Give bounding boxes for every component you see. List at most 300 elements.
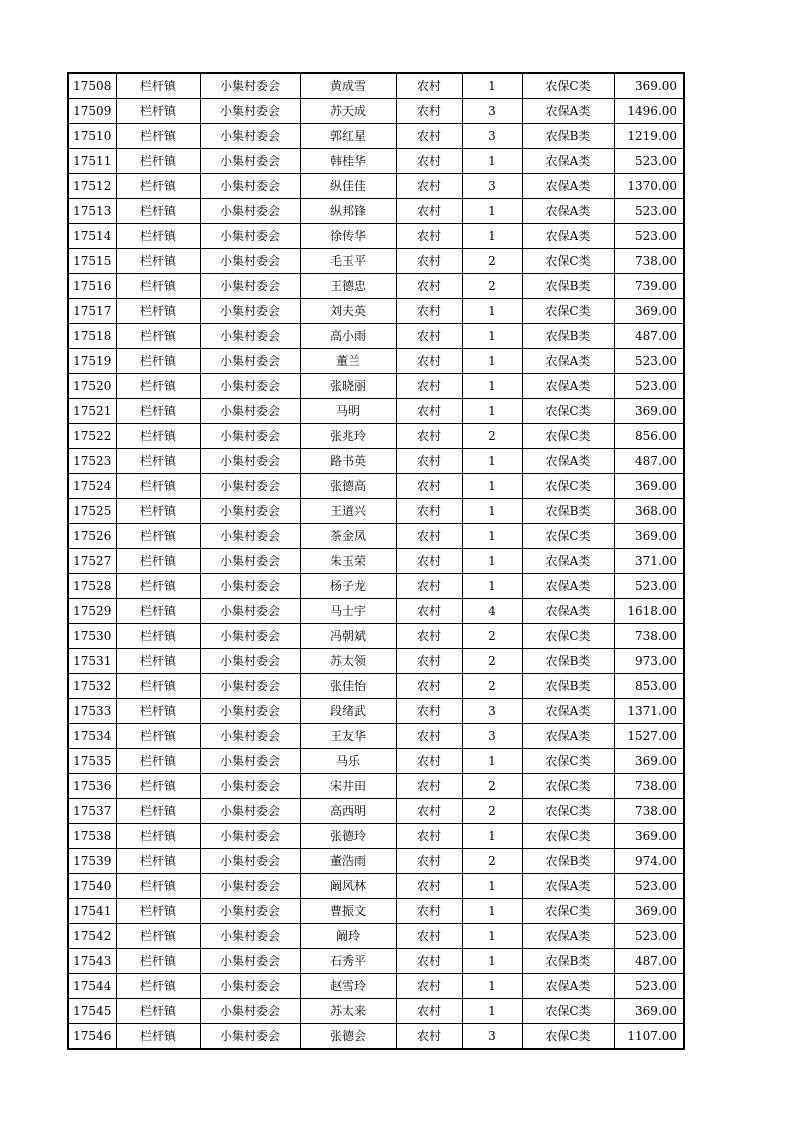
village-committee-cell: 小集村委会: [200, 774, 300, 799]
insurance-category-cell: 农保C类: [522, 399, 614, 424]
name-cell: 曹振文: [300, 899, 396, 924]
town-cell: 栏杆镇: [116, 624, 200, 649]
area-type-cell: 农村: [396, 374, 462, 399]
insurance-category-cell: 农保A类: [522, 349, 614, 374]
town-cell: 栏杆镇: [116, 199, 200, 224]
table-row: [68, 324, 684, 349]
area-type-cell: 农村: [396, 774, 462, 799]
village-committee-cell: 小集村委会: [200, 674, 300, 699]
name-cell: 张晓丽: [300, 374, 396, 399]
table-row: [68, 224, 684, 249]
table-row: [68, 499, 684, 524]
serial-number-cell: 17509: [68, 99, 116, 124]
name-cell: 王道兴: [300, 499, 396, 524]
name-cell: 马明: [300, 399, 396, 424]
amount-cell: 487.00: [614, 324, 684, 349]
insurance-category-cell: 农保A类: [522, 99, 614, 124]
name-cell: 高小雨: [300, 324, 396, 349]
insurance-category-cell: 农保A类: [522, 224, 614, 249]
serial-number-cell: 17517: [68, 299, 116, 324]
name-cell: 纵邦锋: [300, 199, 396, 224]
serial-number-cell: 17520: [68, 374, 116, 399]
serial-number-cell: 17526: [68, 524, 116, 549]
serial-number-cell: 17528: [68, 574, 116, 599]
serial-number-cell: 17530: [68, 624, 116, 649]
serial-number-cell: 17535: [68, 749, 116, 774]
area-type-cell: 农村: [396, 649, 462, 674]
insurance-category-cell: 农保B类: [522, 674, 614, 699]
town-cell: 栏杆镇: [116, 149, 200, 174]
serial-number-cell: 17522: [68, 424, 116, 449]
town-cell: 栏杆镇: [116, 649, 200, 674]
insurance-category-cell: 农保C类: [522, 624, 614, 649]
area-type-cell: 农村: [396, 424, 462, 449]
village-committee-cell: 小集村委会: [200, 999, 300, 1024]
household-size-cell: 4: [462, 599, 522, 624]
name-cell: 高西明: [300, 799, 396, 824]
serial-number-cell: 17539: [68, 849, 116, 874]
serial-number-cell: 17508: [68, 73, 116, 99]
village-committee-cell: 小集村委会: [200, 849, 300, 874]
table-row: [68, 124, 684, 149]
amount-cell: 368.00: [614, 499, 684, 524]
name-cell: 段绪武: [300, 699, 396, 724]
amount-cell: 1371.00: [614, 699, 684, 724]
village-committee-cell: 小集村委会: [200, 224, 300, 249]
household-size-cell: 1: [462, 999, 522, 1024]
town-cell: 栏杆镇: [116, 699, 200, 724]
area-type-cell: 农村: [396, 349, 462, 374]
insurance-category-cell: 农保C类: [522, 424, 614, 449]
table-row: [68, 399, 684, 424]
insurance-category-cell: 农保B类: [522, 949, 614, 974]
insurance-category-cell: 农保A类: [522, 874, 614, 899]
table-row: [68, 624, 684, 649]
insurance-category-cell: 农保C类: [522, 73, 614, 99]
area-type-cell: 农村: [396, 324, 462, 349]
table-row: [68, 424, 684, 449]
table-row: [68, 849, 684, 874]
town-cell: 栏杆镇: [116, 749, 200, 774]
area-type-cell: 农村: [396, 474, 462, 499]
village-committee-cell: 小集村委会: [200, 599, 300, 624]
village-committee-cell: 小集村委会: [200, 99, 300, 124]
village-committee-cell: 小集村委会: [200, 624, 300, 649]
serial-number-cell: 17537: [68, 799, 116, 824]
household-size-cell: 1: [462, 549, 522, 574]
insurance-category-cell: 农保A类: [522, 974, 614, 999]
name-cell: 冯朝斌: [300, 624, 396, 649]
household-size-cell: 3: [462, 724, 522, 749]
table-row: [68, 174, 684, 199]
village-committee-cell: 小集村委会: [200, 874, 300, 899]
serial-number-cell: 17544: [68, 974, 116, 999]
town-cell: 栏杆镇: [116, 949, 200, 974]
town-cell: 栏杆镇: [116, 799, 200, 824]
name-cell: 石秀平: [300, 949, 396, 974]
table-row: [68, 924, 684, 949]
serial-number-cell: 17511: [68, 149, 116, 174]
name-cell: 马士宇: [300, 599, 396, 624]
town-cell: 栏杆镇: [116, 399, 200, 424]
serial-number-cell: 17532: [68, 674, 116, 699]
town-cell: 栏杆镇: [116, 824, 200, 849]
insurance-category-cell: 农保A类: [522, 699, 614, 724]
insurance-category-cell: 农保A类: [522, 549, 614, 574]
area-type-cell: 农村: [396, 199, 462, 224]
area-type-cell: 农村: [396, 824, 462, 849]
insurance-category-cell: 农保C类: [522, 749, 614, 774]
town-cell: 栏杆镇: [116, 874, 200, 899]
area-type-cell: 农村: [396, 149, 462, 174]
name-cell: 苏太来: [300, 999, 396, 1024]
table-row: [68, 449, 684, 474]
village-committee-cell: 小集村委会: [200, 749, 300, 774]
village-committee-cell: 小集村委会: [200, 824, 300, 849]
household-size-cell: 1: [462, 574, 522, 599]
name-cell: 王德忠: [300, 274, 396, 299]
table-row: [68, 249, 684, 274]
insurance-category-cell: 农保B类: [522, 124, 614, 149]
serial-number-cell: 17521: [68, 399, 116, 424]
amount-cell: 856.00: [614, 424, 684, 449]
amount-cell: 1618.00: [614, 599, 684, 624]
amount-cell: 369.00: [614, 299, 684, 324]
village-committee-cell: 小集村委会: [200, 174, 300, 199]
amount-cell: 1370.00: [614, 174, 684, 199]
table-row: [68, 699, 684, 724]
amount-cell: 738.00: [614, 799, 684, 824]
household-size-cell: 2: [462, 424, 522, 449]
name-cell: 阚玲: [300, 924, 396, 949]
amount-cell: 523.00: [614, 349, 684, 374]
village-committee-cell: 小集村委会: [200, 73, 300, 99]
serial-number-cell: 17523: [68, 449, 116, 474]
amount-cell: 738.00: [614, 624, 684, 649]
household-size-cell: 1: [462, 449, 522, 474]
household-size-cell: 1: [462, 149, 522, 174]
household-size-cell: 1: [462, 374, 522, 399]
serial-number-cell: 17514: [68, 224, 116, 249]
amount-cell: 974.00: [614, 849, 684, 874]
town-cell: 栏杆镇: [116, 249, 200, 274]
table-row: [68, 1024, 684, 1050]
household-size-cell: 2: [462, 274, 522, 299]
town-cell: 栏杆镇: [116, 674, 200, 699]
table-row: [68, 524, 684, 549]
village-committee-cell: 小集村委会: [200, 574, 300, 599]
amount-cell: 1219.00: [614, 124, 684, 149]
household-size-cell: 2: [462, 774, 522, 799]
insurance-category-cell: 农保A类: [522, 599, 614, 624]
amount-cell: 369.00: [614, 899, 684, 924]
amount-cell: 523.00: [614, 574, 684, 599]
insurance-category-cell: 农保C类: [522, 774, 614, 799]
table-row: [68, 724, 684, 749]
table-row: [68, 73, 684, 99]
town-cell: 栏杆镇: [116, 724, 200, 749]
household-size-cell: 3: [462, 124, 522, 149]
name-cell: 张德高: [300, 474, 396, 499]
village-committee-cell: 小集村委会: [200, 299, 300, 324]
table-row: [68, 974, 684, 999]
area-type-cell: 农村: [396, 724, 462, 749]
serial-number-cell: 17543: [68, 949, 116, 974]
amount-cell: 1496.00: [614, 99, 684, 124]
amount-cell: 523.00: [614, 924, 684, 949]
table-row: [68, 574, 684, 599]
serial-number-cell: 17531: [68, 649, 116, 674]
area-type-cell: 农村: [396, 999, 462, 1024]
insurance-category-cell: 农保C类: [522, 824, 614, 849]
insurance-category-cell: 农保A类: [522, 174, 614, 199]
area-type-cell: 农村: [396, 73, 462, 99]
amount-cell: 371.00: [614, 549, 684, 574]
name-cell: 苏太领: [300, 649, 396, 674]
insurance-category-cell: 农保C类: [522, 474, 614, 499]
town-cell: 栏杆镇: [116, 324, 200, 349]
town-cell: 栏杆镇: [116, 899, 200, 924]
serial-number-cell: 17513: [68, 199, 116, 224]
town-cell: 栏杆镇: [116, 299, 200, 324]
serial-number-cell: 17516: [68, 274, 116, 299]
household-size-cell: 1: [462, 749, 522, 774]
area-type-cell: 农村: [396, 899, 462, 924]
table-row: [68, 749, 684, 774]
household-size-cell: 1: [462, 924, 522, 949]
area-type-cell: 农村: [396, 949, 462, 974]
town-cell: 栏杆镇: [116, 449, 200, 474]
household-size-cell: 1: [462, 224, 522, 249]
name-cell: 刘夫英: [300, 299, 396, 324]
household-size-cell: 1: [462, 949, 522, 974]
household-size-cell: 2: [462, 674, 522, 699]
amount-cell: 523.00: [614, 374, 684, 399]
area-type-cell: 农村: [396, 499, 462, 524]
area-type-cell: 农村: [396, 849, 462, 874]
household-size-cell: 1: [462, 874, 522, 899]
insurance-category-cell: 农保C类: [522, 799, 614, 824]
table-row: [68, 799, 684, 824]
table-row: [68, 149, 684, 174]
household-size-cell: 1: [462, 824, 522, 849]
insurance-category-cell: 农保C类: [522, 899, 614, 924]
serial-number-cell: 17546: [68, 1024, 116, 1050]
area-type-cell: 农村: [396, 599, 462, 624]
household-size-cell: 2: [462, 849, 522, 874]
village-committee-cell: 小集村委会: [200, 649, 300, 674]
insurance-category-cell: 农保C类: [522, 299, 614, 324]
village-committee-cell: 小集村委会: [200, 249, 300, 274]
area-type-cell: 农村: [396, 274, 462, 299]
insurance-category-cell: 农保B类: [522, 274, 614, 299]
household-size-cell: 1: [462, 524, 522, 549]
table-body: [68, 73, 684, 1049]
name-cell: 王友华: [300, 724, 396, 749]
name-cell: 韩桂华: [300, 149, 396, 174]
town-cell: 栏杆镇: [116, 524, 200, 549]
household-size-cell: 3: [462, 99, 522, 124]
serial-number-cell: 17533: [68, 699, 116, 724]
village-committee-cell: 小集村委会: [200, 1024, 300, 1050]
insurance-category-cell: 农保A类: [522, 149, 614, 174]
area-type-cell: 农村: [396, 699, 462, 724]
table-row: [68, 899, 684, 924]
area-type-cell: 农村: [396, 399, 462, 424]
insurance-category-cell: 农保B类: [522, 649, 614, 674]
household-size-cell: 1: [462, 324, 522, 349]
village-committee-cell: 小集村委会: [200, 974, 300, 999]
amount-cell: 487.00: [614, 949, 684, 974]
household-size-cell: 1: [462, 299, 522, 324]
table-row: [68, 349, 684, 374]
name-cell: 董浩雨: [300, 849, 396, 874]
household-size-cell: 1: [462, 349, 522, 374]
amount-cell: 738.00: [614, 774, 684, 799]
table-row: [68, 774, 684, 799]
area-type-cell: 农村: [396, 574, 462, 599]
town-cell: 栏杆镇: [116, 474, 200, 499]
town-cell: 栏杆镇: [116, 974, 200, 999]
town-cell: 栏杆镇: [116, 549, 200, 574]
village-committee-cell: 小集村委会: [200, 449, 300, 474]
name-cell: 马乐: [300, 749, 396, 774]
town-cell: 栏杆镇: [116, 1024, 200, 1050]
area-type-cell: 农村: [396, 99, 462, 124]
serial-number-cell: 17545: [68, 999, 116, 1024]
name-cell: 毛玉平: [300, 249, 396, 274]
name-cell: 朱玉荣: [300, 549, 396, 574]
amount-cell: 523.00: [614, 974, 684, 999]
village-committee-cell: 小集村委会: [200, 549, 300, 574]
household-size-cell: 1: [462, 474, 522, 499]
table-row: [68, 299, 684, 324]
amount-cell: 738.00: [614, 249, 684, 274]
table-row: [68, 874, 684, 899]
area-type-cell: 农村: [396, 924, 462, 949]
name-cell: 黄成雪: [300, 73, 396, 99]
town-cell: 栏杆镇: [116, 374, 200, 399]
village-committee-cell: 小集村委会: [200, 424, 300, 449]
serial-number-cell: 17538: [68, 824, 116, 849]
household-size-cell: 1: [462, 499, 522, 524]
name-cell: 张德会: [300, 1024, 396, 1050]
table-row: [68, 99, 684, 124]
name-cell: 阚风林: [300, 874, 396, 899]
insurance-category-cell: 农保A类: [522, 374, 614, 399]
serial-number-cell: 17540: [68, 874, 116, 899]
amount-cell: 369.00: [614, 73, 684, 99]
name-cell: 茶金凤: [300, 524, 396, 549]
serial-number-cell: 17510: [68, 124, 116, 149]
town-cell: 栏杆镇: [116, 99, 200, 124]
table-row: [68, 649, 684, 674]
name-cell: 纵佳佳: [300, 174, 396, 199]
name-cell: 苏天成: [300, 99, 396, 124]
name-cell: 张德玲: [300, 824, 396, 849]
household-size-cell: 1: [462, 199, 522, 224]
area-type-cell: 农村: [396, 674, 462, 699]
area-type-cell: 农村: [396, 549, 462, 574]
village-committee-cell: 小集村委会: [200, 349, 300, 374]
area-type-cell: 农村: [396, 249, 462, 274]
serial-number-cell: 17529: [68, 599, 116, 624]
amount-cell: 369.00: [614, 749, 684, 774]
town-cell: 栏杆镇: [116, 349, 200, 374]
amount-cell: 369.00: [614, 524, 684, 549]
town-cell: 栏杆镇: [116, 274, 200, 299]
name-cell: 杨子龙: [300, 574, 396, 599]
village-committee-cell: 小集村委会: [200, 324, 300, 349]
name-cell: 董兰: [300, 349, 396, 374]
insurance-category-cell: 农保B类: [522, 324, 614, 349]
serial-number-cell: 17525: [68, 499, 116, 524]
household-size-cell: 1: [462, 399, 522, 424]
village-committee-cell: 小集村委会: [200, 374, 300, 399]
table-row: [68, 374, 684, 399]
town-cell: 栏杆镇: [116, 174, 200, 199]
town-cell: 栏杆镇: [116, 574, 200, 599]
amount-cell: 973.00: [614, 649, 684, 674]
table-row: [68, 274, 684, 299]
area-type-cell: 农村: [396, 174, 462, 199]
village-committee-cell: 小集村委会: [200, 149, 300, 174]
village-committee-cell: 小集村委会: [200, 924, 300, 949]
insurance-category-cell: 农保A类: [522, 574, 614, 599]
serial-number-cell: 17519: [68, 349, 116, 374]
amount-cell: 369.00: [614, 474, 684, 499]
serial-number-cell: 17534: [68, 724, 116, 749]
village-committee-cell: 小集村委会: [200, 949, 300, 974]
table-row: [68, 599, 684, 624]
name-cell: 路书英: [300, 449, 396, 474]
amount-cell: 487.00: [614, 449, 684, 474]
household-size-cell: 3: [462, 174, 522, 199]
serial-number-cell: 17515: [68, 249, 116, 274]
area-type-cell: 农村: [396, 749, 462, 774]
town-cell: 栏杆镇: [116, 424, 200, 449]
area-type-cell: 农村: [396, 299, 462, 324]
area-type-cell: 农村: [396, 974, 462, 999]
insurance-category-cell: 农保C类: [522, 999, 614, 1024]
village-committee-cell: 小集村委会: [200, 399, 300, 424]
serial-number-cell: 17541: [68, 899, 116, 924]
serial-number-cell: 17527: [68, 549, 116, 574]
town-cell: 栏杆镇: [116, 849, 200, 874]
insurance-category-cell: 农保A类: [522, 449, 614, 474]
name-cell: 张兆玲: [300, 424, 396, 449]
village-committee-cell: 小集村委会: [200, 474, 300, 499]
table-row: [68, 999, 684, 1024]
area-type-cell: 农村: [396, 624, 462, 649]
village-committee-cell: 小集村委会: [200, 274, 300, 299]
amount-cell: 523.00: [614, 224, 684, 249]
serial-number-cell: 17536: [68, 774, 116, 799]
village-committee-cell: 小集村委会: [200, 799, 300, 824]
town-cell: 栏杆镇: [116, 124, 200, 149]
serial-number-cell: 17512: [68, 174, 116, 199]
name-cell: 张佳怡: [300, 674, 396, 699]
amount-cell: 853.00: [614, 674, 684, 699]
household-size-cell: 2: [462, 649, 522, 674]
amount-cell: 523.00: [614, 149, 684, 174]
household-size-cell: 1: [462, 899, 522, 924]
insurance-category-cell: 农保C类: [522, 249, 614, 274]
insurance-category-cell: 农保A类: [522, 724, 614, 749]
amount-cell: 369.00: [614, 824, 684, 849]
town-cell: 栏杆镇: [116, 499, 200, 524]
town-cell: 栏杆镇: [116, 224, 200, 249]
